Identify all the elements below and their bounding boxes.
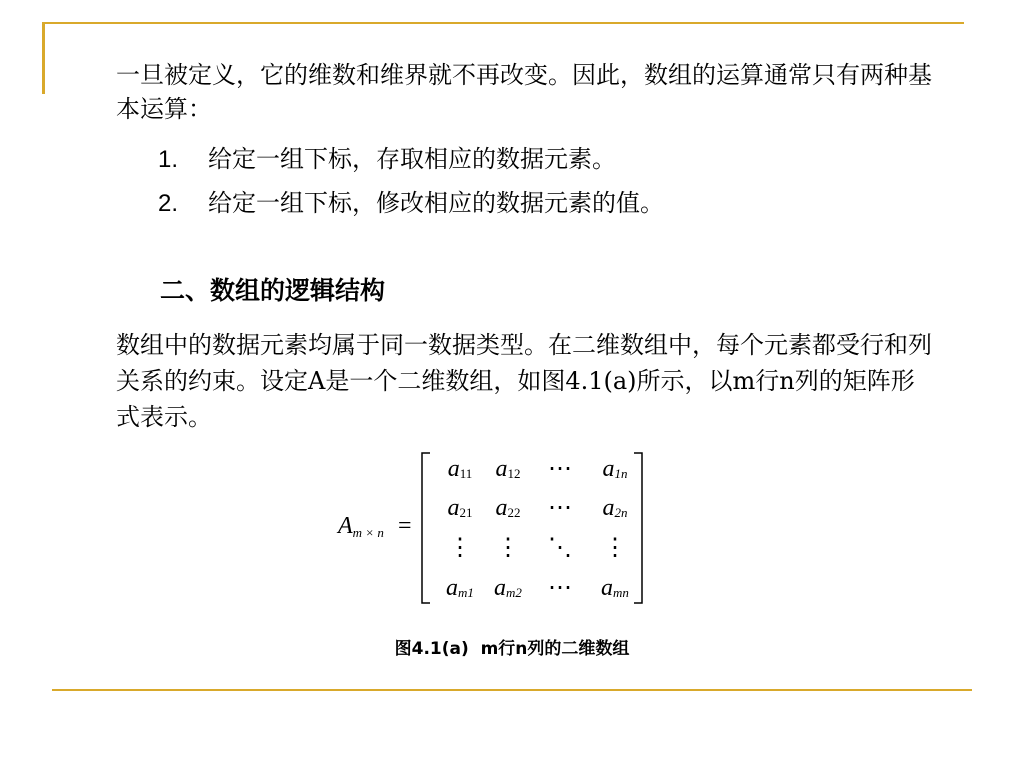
svg-text:Am × n [336, 513, 384, 540]
matrix-cell: a2n [602, 495, 628, 521]
list-item-number: 2. [158, 190, 179, 217]
matrix-cell: a1n [602, 456, 628, 482]
figure-caption: 图4.1(a) m行n列的二维数组 [394, 639, 630, 659]
bottom-decorative-line [52, 689, 972, 691]
matrix-cell: ⋮ [603, 535, 627, 561]
matrix-figure [330, 448, 660, 608]
section-heading: 二、数组的逻辑结构 [160, 276, 386, 305]
matrix-cell: a11 [447, 456, 473, 482]
matrix-left-bracket [422, 453, 430, 603]
matrix-equals: = [398, 513, 412, 539]
matrix-cell: ⋯ [548, 575, 572, 601]
matrix-cell: ⋱ [548, 535, 572, 561]
list-item-text: 给定一组下标，存取相应的数据元素。 [208, 145, 616, 173]
matrix-cell: ⋯ [548, 495, 572, 521]
matrix-cell: ⋮ [448, 535, 472, 561]
matrix-cell: a12 [495, 456, 521, 482]
left-decorative-line [42, 22, 45, 94]
list-item-number: 1. [158, 146, 179, 173]
matrix-cells [446, 456, 629, 601]
top-decorative-line [42, 22, 964, 24]
matrix-cell: am2 [494, 575, 522, 601]
list-item [158, 142, 938, 177]
body-paragraph: 数组中的数据元素均属于同一数据类型。在二维数组中，每个元素都受行和列关系的约束。设定A是一个二维数组，如图4.1(a)所示，以m行n列的矩阵形式表示。 [116, 331, 932, 431]
matrix-lhs [336, 513, 412, 540]
matrix-cell: ⋮ [496, 535, 520, 561]
intro-paragraph: 一旦被定义，它的维数和维界就不再改变。因此，数组的运算通常只有两种基本运算： [116, 61, 932, 123]
matrix-cell: a22 [495, 495, 521, 521]
matrix-lhs-subscript: m × n [352, 525, 384, 540]
matrix-cell: ⋯ [548, 456, 572, 482]
matrix-cell: amn [601, 575, 629, 601]
matrix-lhs-base: A [338, 513, 353, 539]
matrix-cell: am1 [446, 575, 474, 601]
matrix-cell: a21 [447, 495, 473, 521]
list-item [158, 186, 938, 221]
matrix-right-bracket [634, 453, 642, 603]
list-item-text: 给定一组下标，修改相应的数据元素的值。 [208, 189, 664, 217]
